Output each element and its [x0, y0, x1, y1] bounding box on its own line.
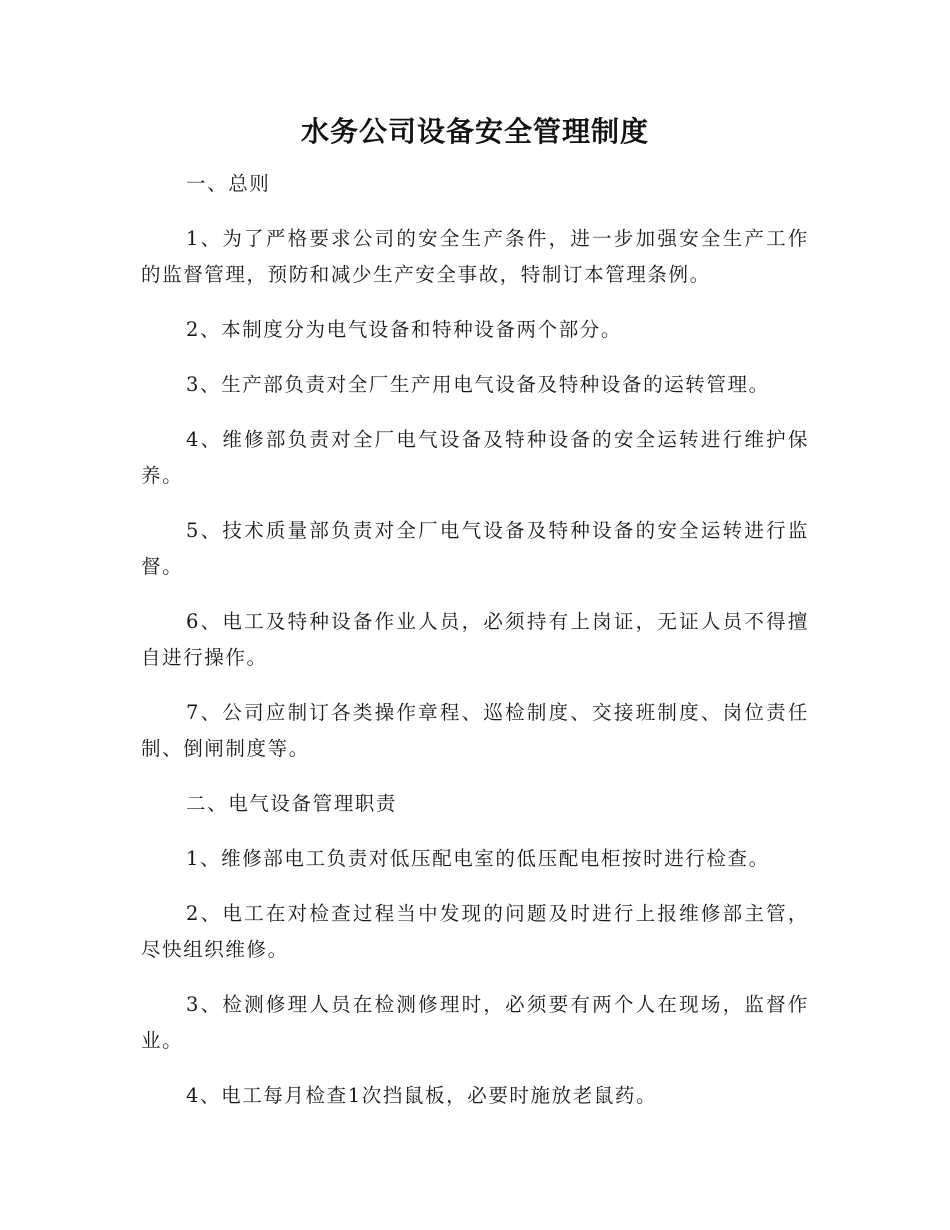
paragraph: 2、电工在对检查过程当中发现的问题及时进行上报维修部主管，尽快组织维修。	[141, 902, 809, 961]
paragraph: 1、维修部电工负责对低压配电室的低压配电柜按时进行检查。	[186, 847, 770, 870]
document-body	[141, 166, 809, 1133]
paragraph: 4、电工每月检查1次挡鼠板，必要时施放老鼠药。	[186, 1084, 658, 1107]
paragraph: 2、本制度分为电气设备和特种设备两个部分。	[186, 318, 623, 341]
paragraph: 1、为了严格要求公司的安全生产条件，进一步加强安全生产工作的监督管理，预防和减少生产安全事故，特制订本管理条例。	[141, 227, 809, 286]
paragraph: 3、生产部负责对全厂生产用电气设备及特种设备的运转管理。	[186, 373, 770, 396]
paragraph: 5、技术质量部负责对全厂电气设备及特种设备的安全运转进行监督。	[141, 519, 809, 578]
section-heading-electrical: 二、电气设备管理职责	[186, 792, 398, 815]
paragraph: 7、公司应制订各类操作章程、巡检制度、交接班制度、岗位责任制、倒闸制度等。	[141, 701, 809, 760]
section-heading-general: 一、总则	[186, 172, 271, 195]
document-title: 水务公司设备安全管理制度	[300, 115, 649, 148]
paragraph: 3、检测修理人员在检测修理时，必须要有两个人在现场，监督作业。	[141, 993, 809, 1052]
paragraph: 6、电工及特种设备作业人员，必须持有上岗证，无证人员不得擅自进行操作。	[141, 610, 809, 669]
paragraph: 4、维修部负责对全厂电气设备及特种设备的安全运转进行维护保养。	[141, 428, 809, 487]
